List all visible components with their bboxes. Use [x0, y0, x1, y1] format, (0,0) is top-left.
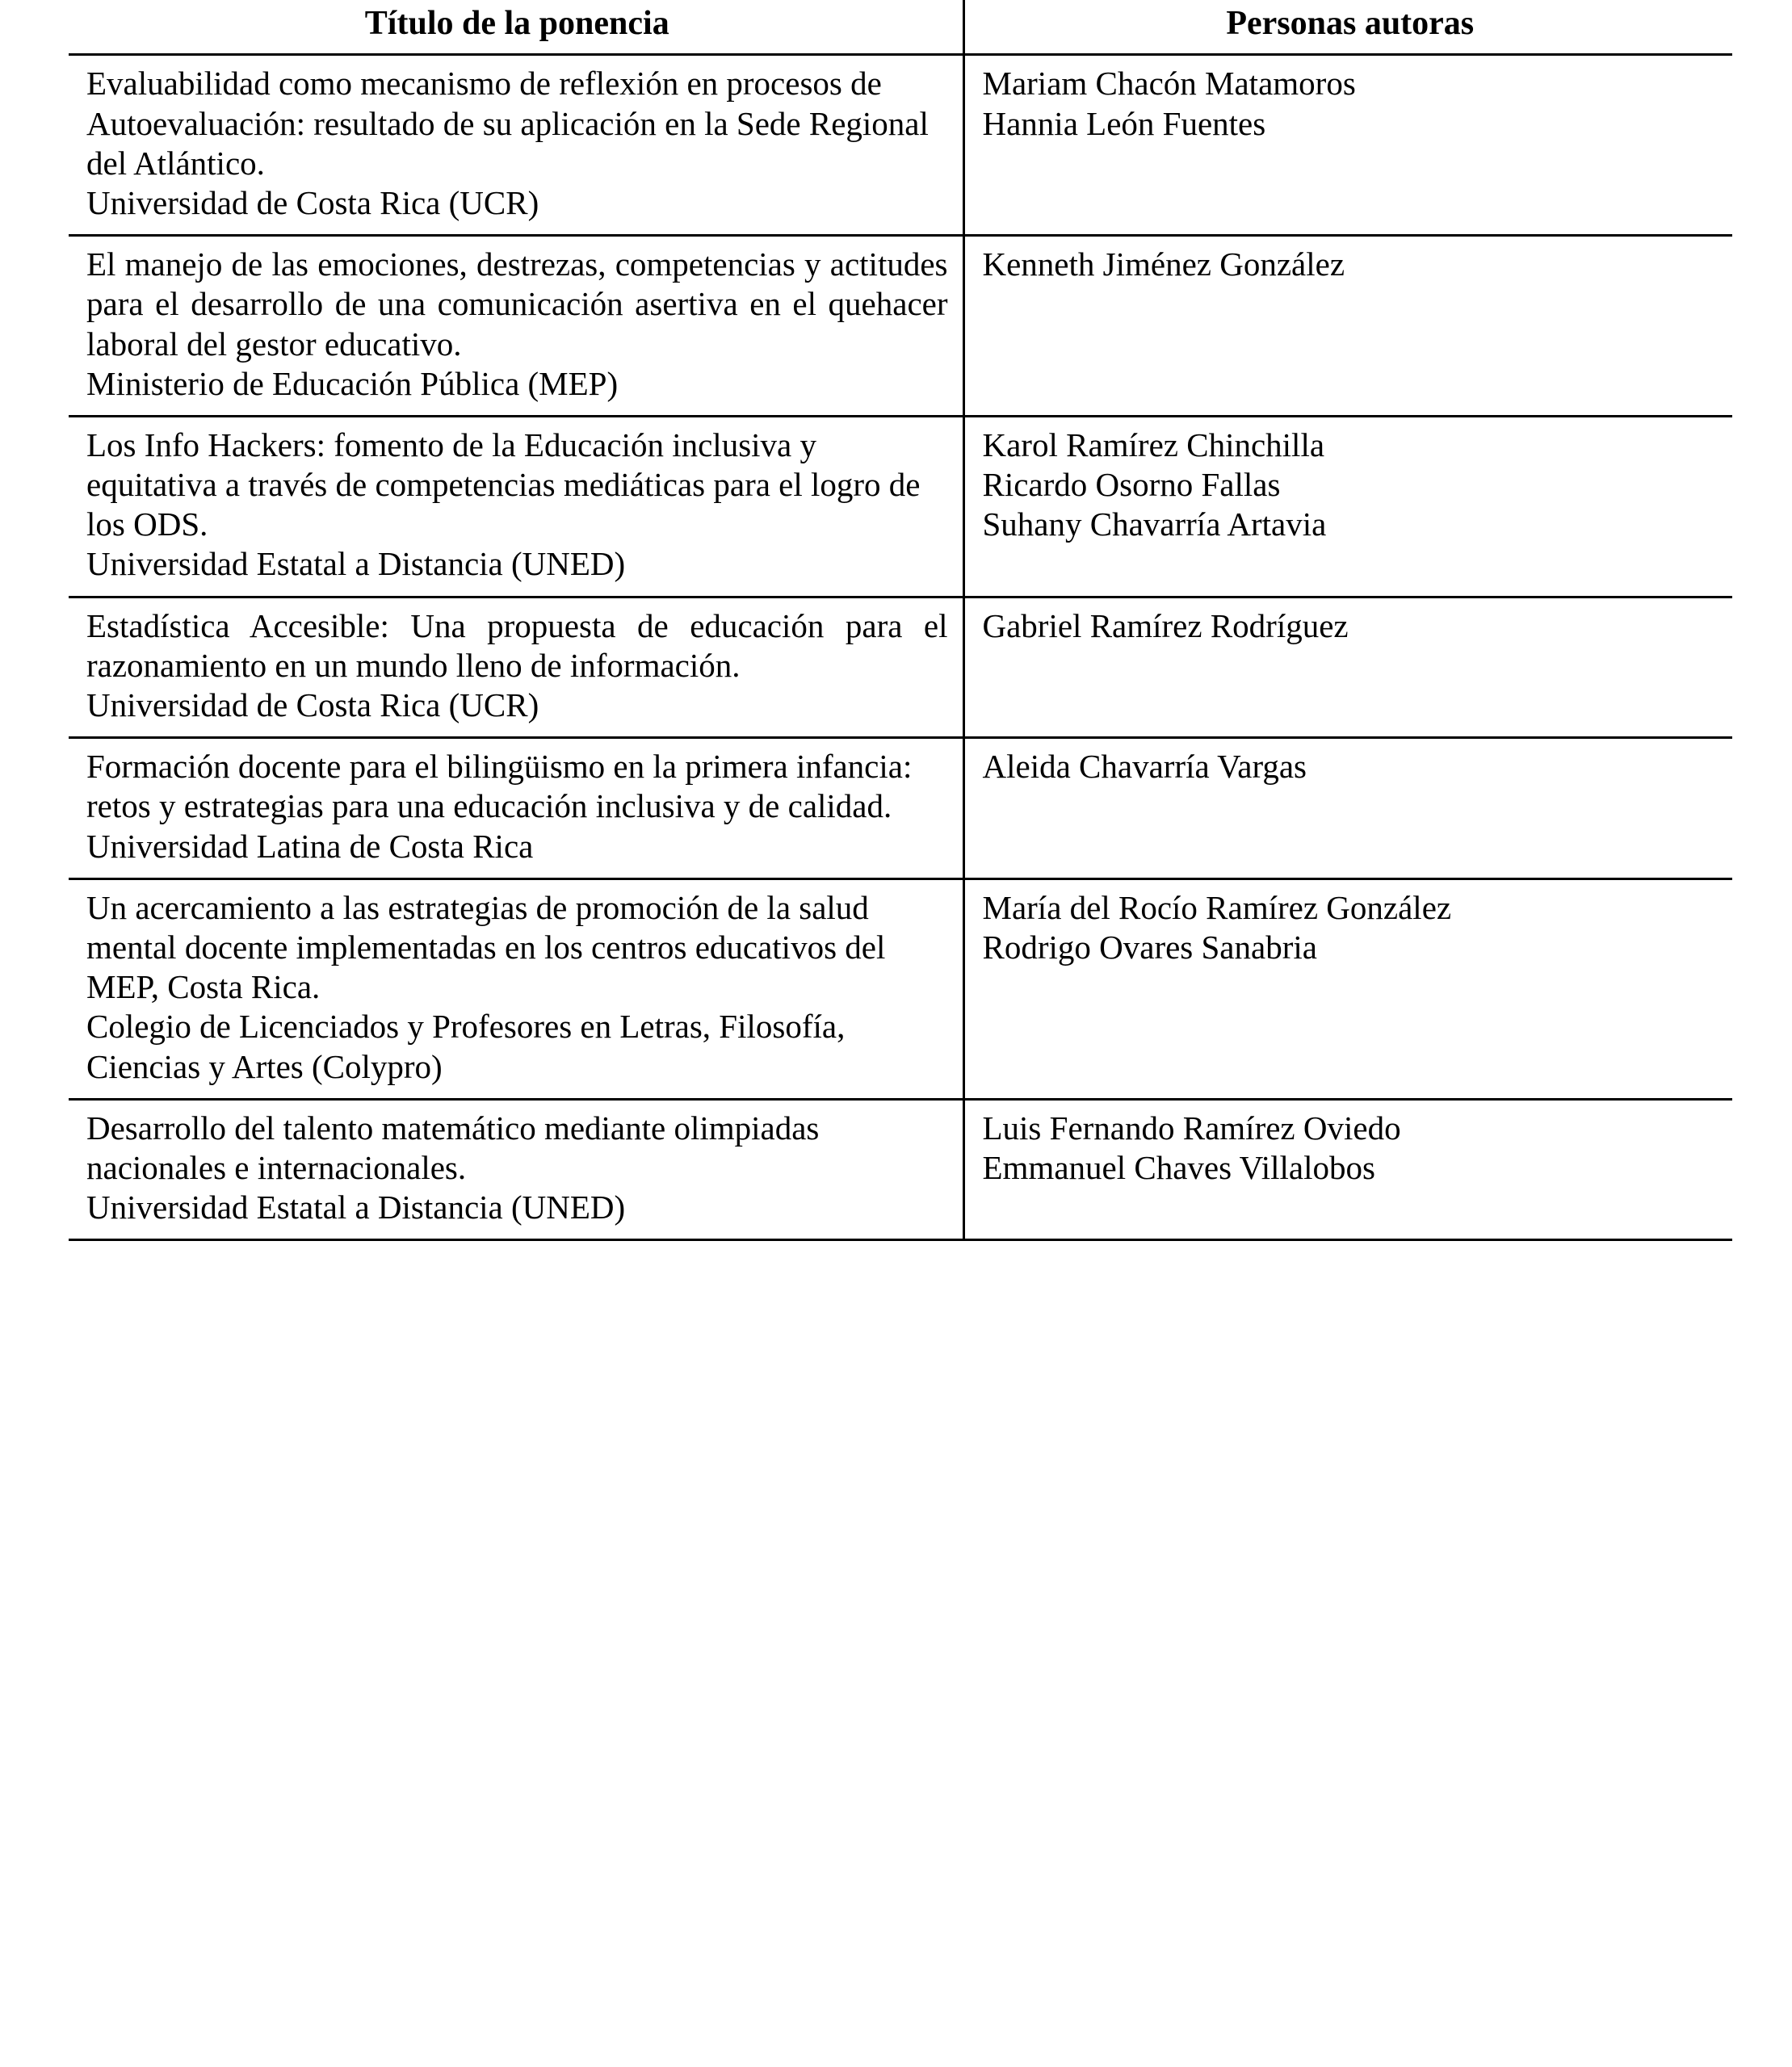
table-row: [69, 597, 1732, 738]
cell-titulo: [69, 597, 963, 738]
table-row: [69, 878, 1732, 1099]
table-row: [69, 1099, 1732, 1240]
cell-autores: [963, 597, 1732, 738]
ponencia-titulo: Un acercamiento a las estrategias de promoción de la salud mental docente implementadas en los centros educativos del MEP, Costa Rica.: [86, 888, 886, 1006]
ponencia-afiliacion: Colegio de Licenciados y Profesores en Letras, Filosofía, Ciencias y Artes (Colypro): [86, 1008, 846, 1085]
cell-titulo: [69, 236, 963, 417]
ponencia-afiliacion: Universidad Latina de Costa Rica: [86, 827, 534, 865]
autor-nombre: Emmanuel Chaves Villalobos: [982, 1148, 1375, 1186]
autor-nombre: Kenneth Jiménez González: [982, 245, 1345, 283]
cell-autores: [963, 1099, 1732, 1240]
ponencia-titulo: Los Info Hackers: fomento de la Educación inclusiva y equitativa a través de competencias mediáticas para el logro de los ODS.: [86, 426, 921, 543]
ponencia-afiliacion: Ministerio de Educación Pública (MEP): [86, 364, 619, 402]
cell-titulo: [69, 1099, 963, 1240]
autor-nombre: Rodrigo Ovares Sanabria: [982, 928, 1317, 966]
table-header-row: [69, 0, 1732, 55]
ponencia-titulo: Formación docente para el bilingüismo en la primera infancia: retos y estrategias para una educación inclusiva y de calidad.: [86, 748, 913, 825]
autor-nombre: Karol Ramírez Chinchilla: [982, 426, 1325, 463]
autor-nombre: María del Rocío Ramírez González: [982, 888, 1452, 926]
table-body: [69, 55, 1732, 1240]
autor-nombre: Ricardo Osorno Fallas: [982, 466, 1281, 504]
table-row: [69, 55, 1732, 236]
column-header-titulo: Título de la ponencia: [69, 0, 963, 55]
autor-nombre: Suhany Chavarría Artavia: [982, 505, 1327, 543]
autor-nombre: Luis Fernando Ramírez Oviedo: [982, 1109, 1401, 1147]
cell-autores: [963, 236, 1732, 417]
cell-titulo: [69, 738, 963, 879]
ponencia-afiliacion: Universidad de Costa Rica (UCR): [86, 183, 539, 221]
autor-nombre: Gabriel Ramírez Rodríguez: [982, 606, 1349, 644]
table-row: [69, 236, 1732, 417]
ponencia-afiliacion: Universidad Estatal a Distancia (UNED): [86, 1189, 626, 1226]
cell-autores: [963, 738, 1732, 879]
table-row: [69, 416, 1732, 597]
table-row: [69, 738, 1732, 879]
autor-nombre: Mariam Chacón Matamoros: [982, 65, 1356, 103]
cell-titulo: [69, 55, 963, 236]
ponencia-afiliacion: Universidad Estatal a Distancia (UNED): [86, 545, 626, 583]
cell-autores: [963, 416, 1732, 597]
autor-nombre: Hannia León Fuentes: [982, 104, 1266, 142]
cell-autores: [963, 55, 1732, 236]
table-header: [69, 0, 1732, 55]
ponencia-titulo: Estadística Accesible: Una propuesta de educación para el razonamiento en un mundo lleno de información.: [86, 606, 948, 684]
cell-titulo: [69, 878, 963, 1099]
ponencias-table: [69, 0, 1732, 1241]
ponencia-afiliacion: Universidad de Costa Rica (UCR): [86, 686, 539, 724]
ponencia-titulo: Evaluabilidad como mecanismo de reflexión en procesos de Autoevaluación: resultado de su aplicación en la Sede Regional del Atlántico.: [86, 65, 929, 182]
ponencia-titulo: Desarrollo del talento matemático mediante olimpiadas nacionales e internacionales.: [86, 1109, 820, 1186]
ponencia-titulo: El manejo de las emociones, destrezas, competencias y actitudes para el desarrollo de una comunicación asertiva en el quehacer laboral del gestor educativo.: [86, 245, 948, 363]
cell-autores: [963, 878, 1732, 1099]
cell-titulo: [69, 416, 963, 597]
column-header-autores: Personas autoras: [963, 0, 1732, 55]
autor-nombre: Aleida Chavarría Vargas: [982, 748, 1307, 786]
